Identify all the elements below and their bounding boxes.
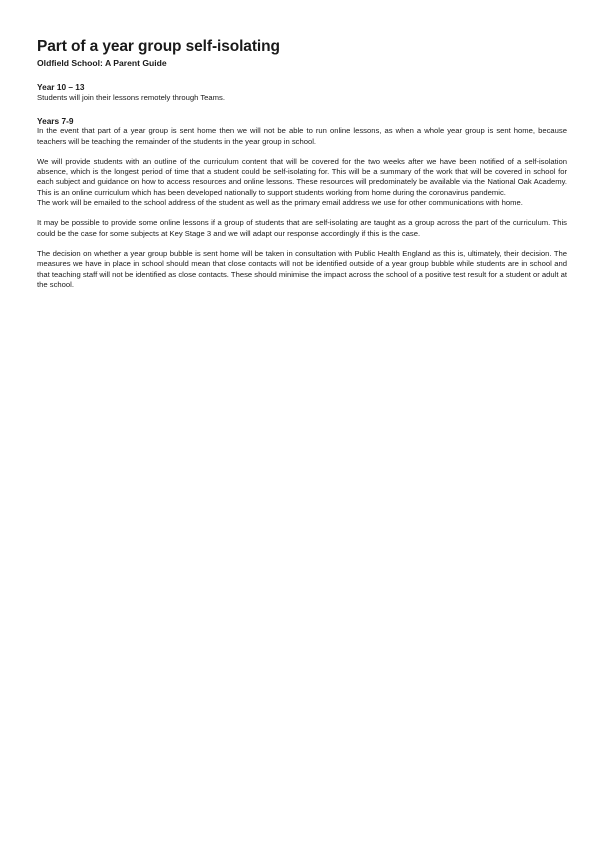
paragraph: In the event that part of a year group is sent home then we will not be able to run online lessons, as when a whole year group is sent home, because teachers will be teaching the remainder of the students in the year group in school. [37, 126, 567, 146]
section-years-7-9 [37, 116, 567, 290]
paragraph: We will provide students with an outline of the curriculum content that will be covered for the two weeks after we have been notified of a self-isolation absence, which is the longest period of time that a student could be self-isolating for. This will be a summary of the work that will be covered in school for each subject and guidance on how to access resources and online lessons. These resources will predominately be available via the National Oak Academy. This is an online curriculum which has been developed nationally to support students working from home during the coronavirus pandemic. [37, 156, 567, 197]
page-title: Part of a year group self-isolating [37, 38, 280, 55]
paragraph: The work will be emailed to the school address of the student as well as the primary email address we use for other communications with home. [37, 198, 523, 208]
section-heading: Years 7-9 [37, 115, 74, 126]
page-subtitle: Oldfield School: A Parent Guide [37, 58, 167, 68]
paragraph: The decision on whether a year group bubble is sent home will be taken in consultation with Public Health England as this is, ultimately, their decision. The measures we have in place in school should mean that close contacts will not be identified outside of a year group bubble while students are in school and that teaching staff will not be identified as close contacts. These should minimise the impact across the school of a positive test result for a student or adult at the school. [37, 248, 567, 289]
section-heading: Year 10 – 13 [37, 82, 85, 92]
document-page [37, 38, 567, 290]
paragraph: It may be possible to provide some online lessons if a group of students that are self-isolating are taught as a group across the part of the curriculum. This could be the case for some subjects at Key Stage 3 and we will adapt our response accordingly if this is the case. [37, 218, 567, 238]
paragraph: Students will join their lessons remotely through Teams. [37, 92, 225, 102]
section-year-10-13 [37, 82, 567, 103]
